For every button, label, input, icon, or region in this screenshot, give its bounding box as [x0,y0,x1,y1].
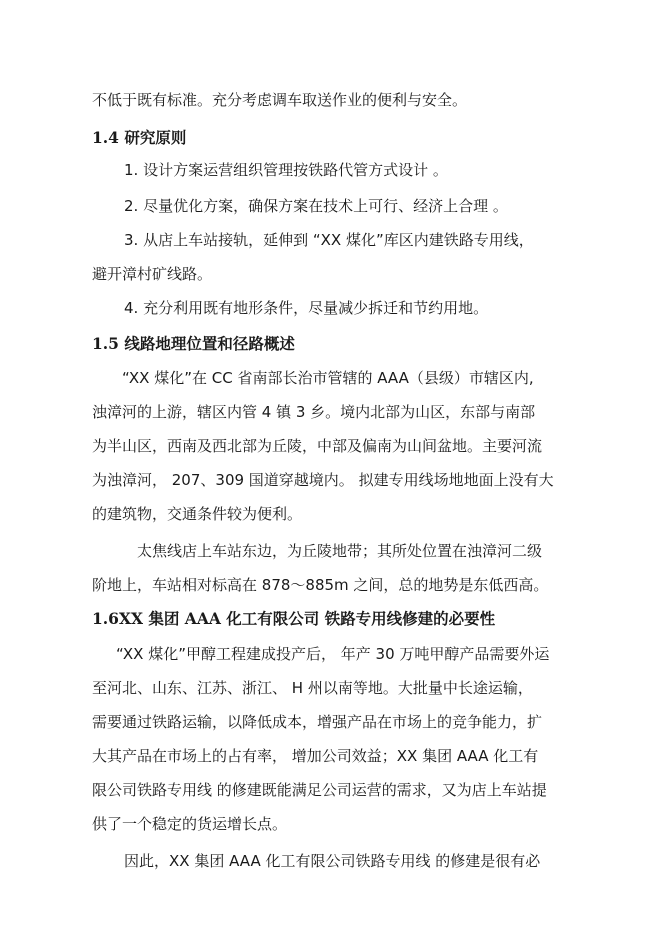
section-1-4-heading: 1.4 研究原则 [92,128,187,147]
section-1-5-line-3: 为半山区，西南及西北部为丘陵，中部及偏南为山间盆地。主要河流 [92,437,543,455]
principle-item-2: 2. 尽量优化方案，确保方案在技术上可行、经济上合理 。 [124,197,508,215]
section-1-6-line-3: 需要通过铁路运输，以降低成本，增强产品在市场上的竞争能力，扩 [92,713,543,731]
principle-item-1: 1. 设计方案运营组织管理按铁路代管方式设计 。 [124,161,448,179]
section-1-5-line-6: 太焦线店上车站东边，为丘陵地带；其所处位置在浊漳河二级 [137,542,543,560]
section-1-5-heading: 1.5 线路地理位置和径路概述 [92,334,295,353]
section-1-6-line-6: 供了一个稳定的货运增长点。 [92,815,288,833]
section-1-6-line-1: “XX 煤化”甲醇工程建成投产后， 年产 30 万吨甲醇产品需要外运 [116,645,550,663]
section-1-6-line-7: 因此，XX 集团 AAA 化工有限公司铁路专用线 的修建是很有必 [124,852,541,870]
section-1-5-line-7: 阶地上，车站相对标高在 878～885m 之间，总的地势是东低西高。 [92,576,549,594]
section-1-6-line-5: 限公司铁路专用线 的修建既能满足公司运营的需求，又为店上车站提 [92,781,547,799]
section-1-5-line-1: “XX 煤化”在 CC 省南部长治市管辖的 AAA（县级）市辖区内, [122,369,534,387]
section-1-5-line-5: 的建筑物，交通条件较为便利。 [92,505,303,523]
intro-line: 不低于既有标准。充分考虑调车取送作业的便利与安全。 [92,91,468,109]
section-1-5-line-4: 为浊漳河， 207、309 国道穿越境内。 拟建专用线场地地面上没有大 [92,471,554,489]
principle-item-3-continued: 避开漳村矿线路。 [92,265,213,283]
section-1-6-line-4: 大其产品在市场上的占有率， 增加公司效益；XX 集团 AAA 化工有 [92,747,539,765]
principle-item-3: 3. 从店上车站接轨，延伸到 “XX 煤化”库区内建铁路专用线， [124,231,534,249]
section-1-5-line-2: 浊漳河的上游，辖区内管 4 镇 3 乡。境内北部为山区，东部与南部 [92,403,536,421]
principle-item-4: 4. 充分利用既有地形条件，尽量减少拆迁和节约用地。 [124,299,489,317]
section-1-6-line-2: 至河北、山东、江苏、浙江、 H 州以南等地。大批量中长途运输， [92,679,533,697]
section-1-6-heading: 1.6XX 集团 AAA 化工有限公司 铁路专用线修建的必要性 [92,609,496,628]
